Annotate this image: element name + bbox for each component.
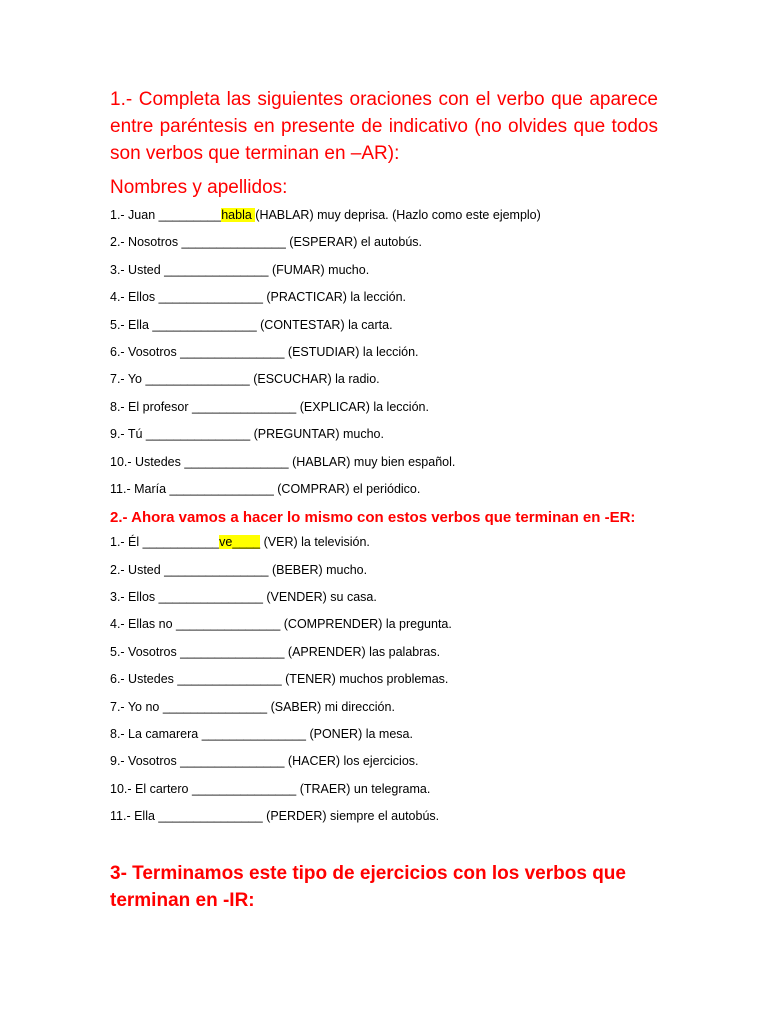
list-item: 6.- Ustedes _______________ (TENER) muchos problemas. (110, 672, 449, 687)
list-item: 7.- Yo _______________ (ESCUCHAR) la radio. (110, 372, 380, 387)
list-item: 8.- El profesor _______________ (EXPLICAR) la lección. (110, 399, 429, 414)
example-answer: ve____ (219, 535, 261, 550)
list-item: 4.- Ellos _______________ (PRACTICAR) la lección. (110, 290, 406, 305)
list-item (110, 207, 658, 223)
names-label: Nombres y apellidos: (110, 177, 288, 198)
example-suffix: (VER) la televisión. (260, 535, 370, 550)
list-item: 7.- Yo no _______________ (SABER) mi dirección. (110, 699, 395, 714)
list-item: 11.- Ella _______________ (PERDER) siempre el autobús. (110, 809, 440, 824)
list-item: 8.- La camarera _______________ (PONER) la mesa. (110, 727, 413, 742)
section3-heading: 3- Terminamos este tipo de ejercicios con los verbos que terminan en -IR: (110, 863, 626, 912)
example-answer: habla (221, 208, 256, 222)
list-item: 9.- Vosotros _______________ (HACER) los ejercicios. (110, 754, 419, 769)
list-item: 2.- Nosotros _______________ (ESPERAR) el autobús. (110, 235, 422, 250)
section2-heading: 2.- Ahora vamos a hacer lo mismo con estos verbos que terminan en -ER: (110, 509, 636, 527)
example-prefix: 1.- Él ___________ (110, 535, 220, 550)
document-content (110, 86, 658, 914)
list-item: 9.- Tú _______________ (PREGUNTAR) mucho. (110, 427, 384, 442)
list-item: 11.- María _______________ (COMPRAR) el periódico. (110, 481, 421, 496)
section2-list (110, 534, 658, 824)
list-item (110, 534, 658, 550)
list-item: 10.- Ustedes _______________ (HABLAR) muy bien español. (110, 454, 456, 469)
example-prefix: 1.- Juan _________ (110, 208, 222, 222)
list-item: 3.- Ellos _______________ (VENDER) su casa. (110, 590, 377, 605)
list-item: 10.- El cartero _______________ (TRAER) un telegrama. (110, 781, 431, 796)
list-item: 6.- Vosotros _______________ (ESTUDIAR) la lección. (110, 344, 419, 359)
list-item: 5.- Ella _______________ (CONTESTAR) la carta. (110, 317, 393, 332)
list-item: 3.- Usted _______________ (FUMAR) mucho. (110, 262, 370, 277)
section1-heading: 1.- Completa las siguientes oraciones con el verbo que aparece entre paréntesis en presente de indicativo (no olvides que todos son verbos que terminan en –AR): (110, 89, 658, 164)
list-item: 5.- Vosotros _______________ (APRENDER) las palabras. (110, 644, 441, 659)
example-suffix: (HABLAR) muy deprisa. (Hazlo como este ejemplo) (255, 208, 541, 222)
list-item: 2.- Usted _______________ (BEBER) mucho. (110, 562, 368, 577)
list-item: 4.- Ellas no _______________ (COMPRENDER) la pregunta. (110, 617, 452, 632)
section1-list (110, 207, 658, 497)
